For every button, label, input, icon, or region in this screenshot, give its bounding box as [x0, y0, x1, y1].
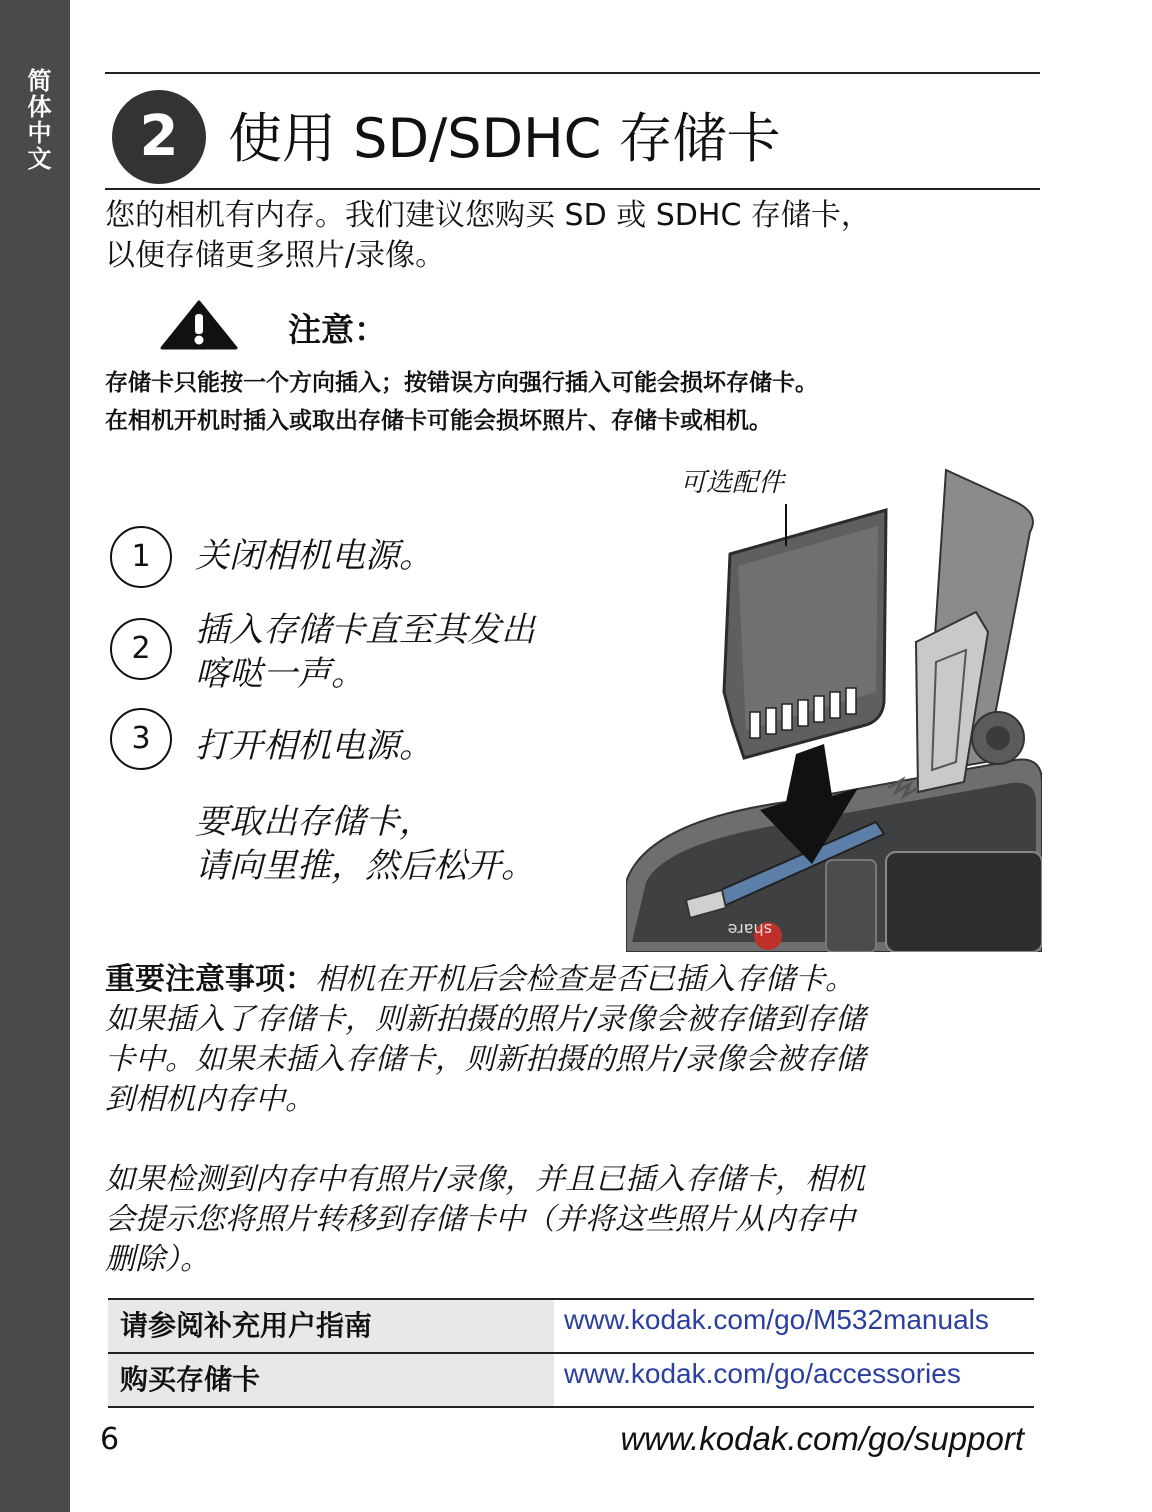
link-label-manuals: 请参阅补充用户指南 — [108, 1300, 554, 1352]
section-number-badge: 2 — [112, 90, 206, 184]
page-title: 使用 SD/SDHC 存储卡 — [228, 107, 781, 170]
card-insertion-illustration — [626, 462, 1042, 952]
link-manuals[interactable]: www.kodak.com/go/M532manuals — [564, 1304, 989, 1335]
page-number: 6 — [100, 1422, 120, 1457]
important-para2-line-1: 如果检测到内存中有照片/录像，并且已插入存储卡，相机 — [105, 1162, 866, 1197]
step-1-number: 1 — [110, 526, 172, 588]
step-2-number: 2 — [110, 618, 172, 680]
caution-line-2: 在相机开机时插入或取出存储卡可能会损坏照片、存储卡或相机。 — [105, 408, 772, 434]
remove-note-line-1: 要取出存储卡， — [195, 802, 433, 842]
links-row — [108, 1352, 1034, 1408]
figure-label: 可选配件 — [680, 468, 785, 498]
important-lead: 重要注意事项： — [105, 962, 315, 997]
important-line-3: 卡中。如果未插入存储卡，则新拍摄的照片/录像会被存储 — [105, 1042, 866, 1077]
important-line-4: 到相机内存中。 — [105, 1082, 315, 1117]
step-3-line-1: 打开相机电源。 — [195, 726, 433, 766]
intro-line-2: 以便存储更多照片/录像。 — [105, 238, 446, 273]
links-row — [108, 1298, 1034, 1352]
important-line-1 — [105, 960, 1040, 1000]
caution-line-1: 存储卡只能按一个方向插入；按错误方向强行插入可能会损坏存储卡。 — [105, 370, 818, 396]
paragraph-spacer — [105, 1120, 1040, 1160]
step-1-text — [195, 534, 433, 578]
step-3-text — [195, 724, 433, 768]
remove-card-note — [195, 800, 535, 888]
warning-icon — [160, 300, 238, 350]
step-2-text — [195, 608, 535, 696]
link-label-accessories: 购买存储卡 — [108, 1354, 554, 1406]
title-rule — [105, 188, 1040, 190]
sidebar-language-label: 简体中文 — [23, 68, 51, 172]
caution-title: 注意： — [288, 310, 387, 349]
important-para2-line-3: 删除）。 — [105, 1242, 210, 1277]
top-rule — [105, 72, 1040, 74]
intro-line-1: 您的相机有内存。我们建议您购买 SD 或 SDHC 存储卡， — [105, 198, 871, 233]
caution-text — [105, 364, 818, 440]
link-accessories[interactable]: www.kodak.com/go/accessories — [564, 1358, 961, 1389]
important-text-1: 相机在开机后会检查是否已插入存储卡。 — [315, 962, 855, 997]
intro-paragraph — [105, 196, 1005, 276]
step-1-line-1: 关闭相机电源。 — [195, 536, 433, 576]
svg-text:share: share — [727, 920, 772, 939]
important-note — [105, 960, 1040, 1280]
remove-note-line-2: 请向里推，然后松开。 — [195, 846, 535, 886]
step-2-line-1: 插入存储卡直至其发出 — [195, 610, 535, 650]
step-3-number: 3 — [110, 708, 172, 770]
step-2-line-2: 喀哒一声。 — [195, 654, 365, 694]
links-table — [108, 1298, 1034, 1408]
important-line-2: 如果插入了存储卡，则新拍摄的照片/录像会被存储到存储 — [105, 1002, 866, 1037]
sidebar — [0, 0, 70, 1512]
important-para2-line-2: 会提示您将照片转移到存储卡中（并将这些照片从内存中 — [105, 1202, 855, 1237]
footer-support-link[interactable]: www.kodak.com/go/support — [620, 1420, 1024, 1457]
